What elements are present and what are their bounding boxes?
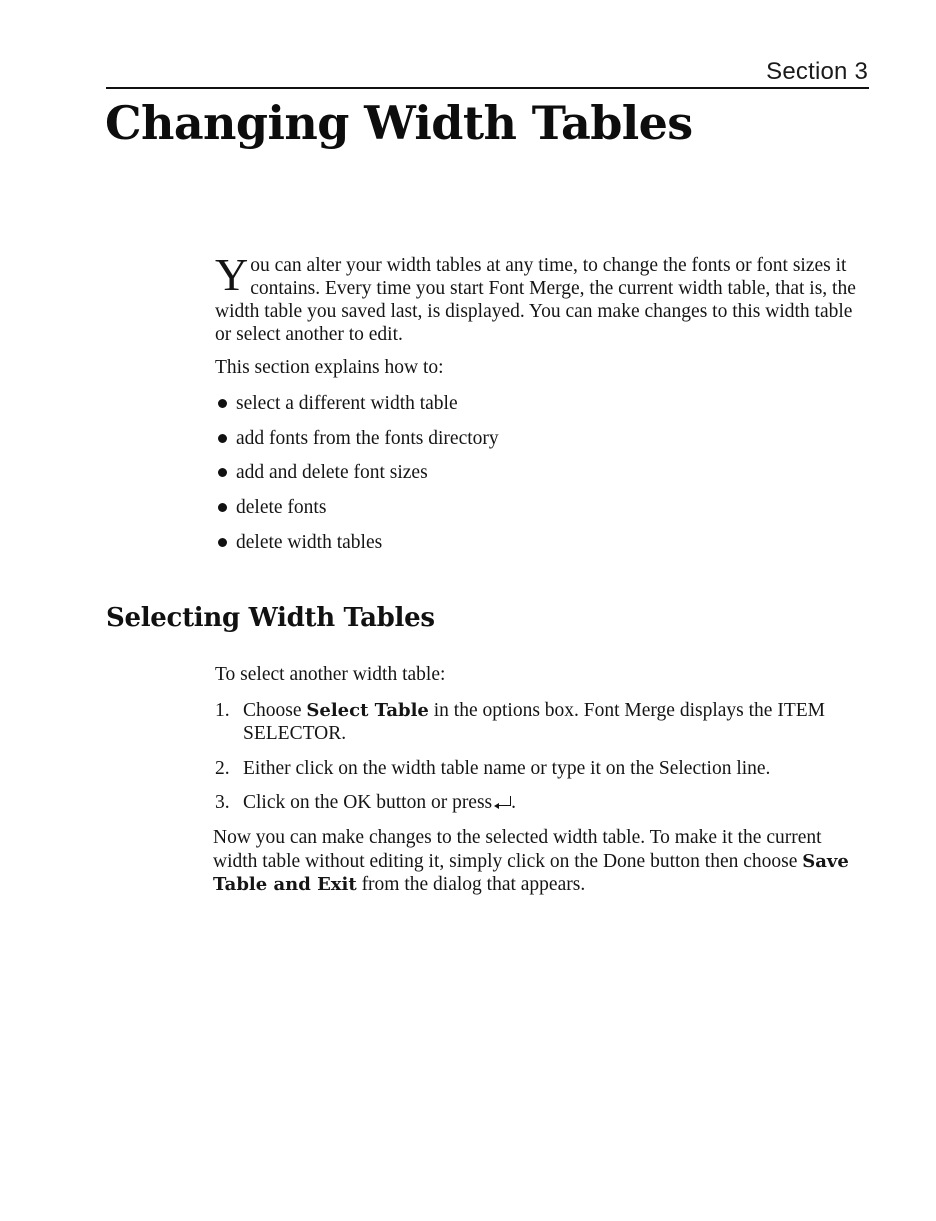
enter-key-icon — [496, 796, 511, 806]
section-heading: Selecting Width Tables — [106, 603, 435, 633]
bullet-icon — [218, 399, 227, 408]
page-title: Changing Width Tables — [105, 96, 693, 150]
bullet-icon — [218, 468, 227, 477]
step-text: Choose Select Table in the options box. Font Merge displays the ITEM SELECTOR. — [243, 700, 825, 744]
step-text: Click on the OK button or press . — [243, 792, 517, 813]
step-item — [215, 757, 865, 780]
step-number: 2. — [215, 757, 230, 779]
list-item — [215, 531, 499, 566]
step-item — [215, 699, 865, 745]
intro-text: ou can alter your width tables at any time, to change the fonts or font sizes it contains. Every time you start Font Merge, the current width table, that is, the width table you saved last, is displayed. You can make changes to this width table or select another to edit. — [215, 255, 856, 345]
bullet-icon — [218, 503, 227, 512]
explains-lead-in: This section explains how to: — [215, 357, 444, 378]
closing-paragraph: Now you can make changes to the selected width table. To make it the current width table without editing it, simply click on the Done button then choose Save Table and Exit from the dialog that appears. — [213, 827, 849, 895]
header-rule — [106, 87, 869, 89]
step-text: Either click on the width table name or type it on the Selection line. — [243, 757, 771, 779]
list-item-text: delete width tables — [236, 531, 383, 553]
steps-intro: To select another width table: — [215, 664, 446, 685]
step-number: 3. — [215, 792, 230, 813]
bullet-icon — [218, 538, 227, 547]
step-item — [215, 791, 865, 814]
intro-paragraph — [215, 249, 865, 346]
topics-list — [215, 392, 499, 565]
bold-term: Select Table — [306, 700, 429, 721]
list-item — [215, 496, 499, 531]
list-item — [215, 427, 499, 462]
bold-term: Save Table and Exit — [213, 850, 849, 895]
steps-list — [215, 699, 865, 826]
list-item-text: delete fonts — [236, 497, 327, 519]
list-item-text: add fonts from the fonts directory — [236, 427, 499, 449]
list-item-text: select a different width table — [236, 393, 458, 414]
section-label: Section 3 — [766, 58, 868, 85]
list-item-text: add and delete font sizes — [236, 462, 428, 484]
drop-cap: Y — [215, 249, 249, 300]
step-number: 1. — [215, 700, 230, 721]
list-item — [215, 392, 499, 427]
list-item — [215, 461, 499, 496]
bullet-icon — [218, 434, 227, 443]
